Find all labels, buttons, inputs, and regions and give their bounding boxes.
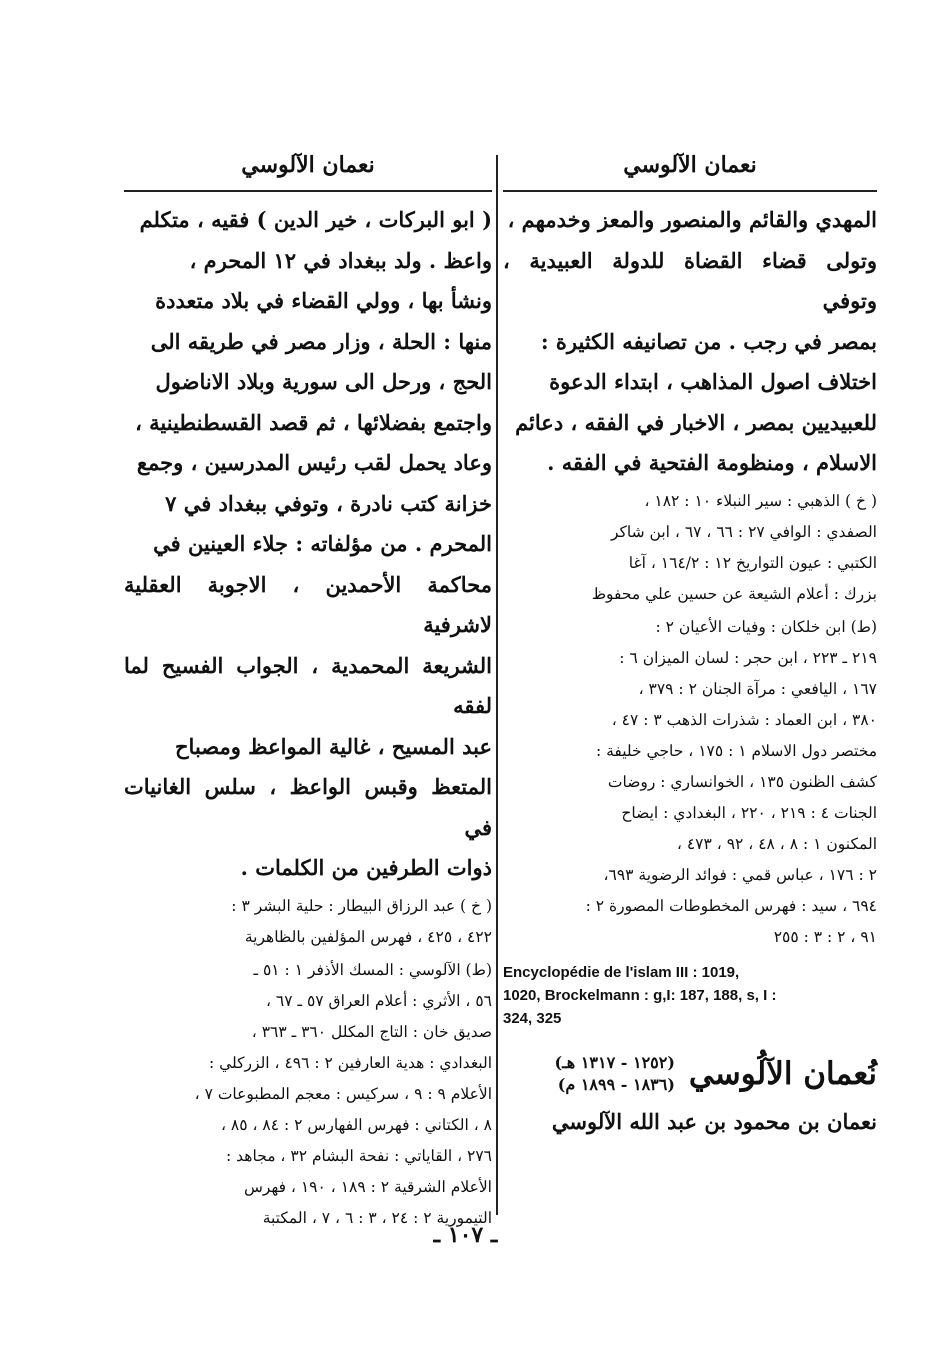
bio-line: خزانة كتب نادرة ، وتوفي ببغداد في ٧ bbox=[165, 490, 492, 516]
reference-line: ( خ ) الذهبي : سير النبلاء ١٠ : ١٨٢ ، bbox=[644, 491, 877, 510]
reference-line: ٨ ، الكتاني : فهرس الفهارس ٢ : ٨٤ ، ٨٥ ، bbox=[220, 1115, 492, 1134]
entry-dates-gregorian: (١٨٣٦ - ١٨٩٩ م) bbox=[557, 1074, 675, 1094]
right-column bbox=[503, 140, 877, 1142]
reference-line: الجنات ٤ : ٢١٩ ، ٢٢٠ ، البغدادي : ايضاح bbox=[621, 803, 877, 822]
reference-line: المكنون ١ : ٨ ، ٤٨ ، ٩٢ ، ٤٧٣ ، bbox=[676, 834, 877, 853]
running-header-right: نعمان الآلوسي bbox=[623, 152, 757, 178]
bio-line: المتعظ وقبس الواعظ ، سلس الغانيات في bbox=[124, 774, 492, 840]
bio-line: ذوات الطرفين من الكلمات . bbox=[240, 855, 492, 880]
reference-line: الأعلام ٩ : ٩ ، سركيس : معجم المطبوعات ٧ ، bbox=[194, 1084, 492, 1103]
bio-line: وعاد يحمل لقب رئيس المدرسين ، وجمع bbox=[136, 450, 492, 475]
entry-dates bbox=[555, 1052, 675, 1096]
reference-line: البغدادي : هدية العارفين ٢ : ٤٩٦ ، الزركلي : bbox=[208, 1053, 492, 1072]
reference-line: (ط) ابن خلكان : وفيات الأعيان ٢ : bbox=[655, 617, 877, 636]
bio-line: ونشأ بها ، وولي القضاء في بلاد متعددة bbox=[155, 288, 492, 313]
reference-line: ٣٨٠ ، ابن العماد : شذرات الذهب ٣ : ٤٧ ، bbox=[611, 710, 877, 729]
reference-line: الكتبي : عيون التواريخ ١٢ : ١٦٤/٢ ، آغا bbox=[628, 553, 877, 572]
reference-line: كشف الظنون ١٣٥ ، الخوانساري : روضات bbox=[607, 772, 877, 791]
reference-line: ٦٩٤ ، سيد : فهرس المخطوطات المصورة ٢ : bbox=[585, 896, 877, 915]
bio-line: المهدي والقائم والمنصور والمعز وخدمهم ، bbox=[507, 207, 877, 232]
reference-line: الصفدي : الوافي ٢٧ : ٦٦ ، ٦٧ ، ابن شاكر bbox=[610, 522, 877, 541]
bio-line: ( ابو البركات ، خير الدين ) فقيه ، متكلم bbox=[139, 207, 492, 232]
bio-line: الحج ، ورحل الى سورية وبلاد الاناضول bbox=[155, 369, 492, 394]
references-kh-right bbox=[503, 486, 877, 610]
reference-line: صديق خان : التاج المكلل ٣٦٠ ـ ٣٦٣ ، bbox=[251, 1022, 492, 1041]
bio-line: المحرم . من مؤلفاته : جلاء العينين في bbox=[153, 531, 492, 556]
bio-line: واجتمع بفضلائها ، ثم قصد القسطنطينية ، bbox=[135, 409, 492, 435]
left-column bbox=[124, 140, 492, 1234]
header-rule-right bbox=[503, 190, 877, 192]
entry-full-name: نعمان بن محمود بن عبد الله الآلوسي bbox=[551, 1108, 877, 1134]
bio-line: وتولى قضاء القضاة للدولة العبيدية ، وتوفي bbox=[503, 247, 877, 313]
running-header-left: نعمان الآلوسي bbox=[241, 152, 375, 178]
reference-line: ٤٢٢ ، ٤٢٥ ، فهرس المؤلفين بالظاهرية bbox=[244, 927, 492, 946]
biography-text-left bbox=[124, 200, 492, 889]
bio-line: عبد المسيح ، غالية المواعظ ومصباح bbox=[174, 733, 492, 759]
bio-line: الاسلام ، ومنظومة الفتحية في الفقه . bbox=[547, 450, 877, 475]
bio-line: منها : الحلة ، وزار مصر في طريقه الى bbox=[150, 328, 492, 354]
reference-line: بزرك : أعلام الشيعة عن حسين علي محفوظ bbox=[591, 584, 877, 603]
reference-line: التيمورية ٢ : ٢٤ ، ٣ : ٦ ، ٧ ، المكتبة bbox=[262, 1208, 492, 1227]
reference-line: ٢٧٦ ، القاياتي : نفحة البشام ٣٢ ، مجاهد : bbox=[226, 1146, 492, 1165]
latin-reference-line: 324, 325 bbox=[503, 1009, 562, 1027]
references-t-right bbox=[503, 612, 877, 953]
reference-line: ( خ ) عبد الرزاق البيطار : حلية البشر ٣ : bbox=[231, 896, 492, 915]
bio-line: واعظ . ولد ببغداد في ١٢ المحرم ، bbox=[189, 247, 492, 273]
bio-line: للعبيديين بمصر ، الاخبار في الفقه ، دعائم bbox=[515, 409, 877, 435]
references-kh-left bbox=[124, 891, 492, 953]
page-number: ـ ١٠٧ ـ bbox=[433, 1222, 498, 1248]
latin-references bbox=[503, 961, 877, 1030]
reference-line: ٩١ ، ٢ : ٣ : ٢٥٥ bbox=[773, 927, 877, 946]
entry-name: نُعمان الآلُوسي bbox=[688, 1055, 877, 1092]
latin-reference-line: 1020, Brockelmann : g,I: 187, 188, s, I : bbox=[503, 986, 777, 1004]
references-t-left bbox=[124, 955, 492, 1234]
reference-line: ٢ : ١٧٦ ، عباس قمي : فوائد الرضوية ٦٩٣، bbox=[603, 865, 877, 884]
reference-line: ٢١٩ ـ ٢٢٣ ، ابن حجر : لسان الميزان ٦ : bbox=[619, 648, 877, 667]
header-rule-left bbox=[124, 190, 492, 192]
bio-line: بمصر في رجب . من تصانيفه الكثيرة : bbox=[540, 328, 877, 354]
column-divider bbox=[496, 155, 498, 1215]
reference-line: مختصر دول الاسلام ١ : ١٧٥ ، حاجي خليفة : bbox=[595, 741, 877, 760]
entry-dates-hijri: (١٢٥٢ - ١٣١٧ هـ) bbox=[554, 1052, 675, 1072]
reference-line: ٥٦ ، الأثري : أعلام العراق ٥٧ ـ ٦٧ ، bbox=[265, 991, 492, 1010]
reference-line: ١٦٧ ، اليافعي : مرآة الجنان ٢ : ٣٧٩ ، bbox=[638, 679, 877, 698]
bio-line: محاكمة الأحمدين ، الاجوبة العقلية لاشرفية bbox=[124, 571, 492, 637]
latin-reference-line: Encyclopédie de l'islam III : 1019, bbox=[503, 963, 740, 981]
new-entry-heading bbox=[503, 1052, 877, 1096]
bio-line: اختلاف اصول المذاهب ، ابتداء الدعوة bbox=[549, 369, 877, 394]
biography-text-right bbox=[503, 200, 877, 484]
reference-line: (ط) الآلوسي : المسك الأذفر ١ : ٥١ ـ bbox=[253, 960, 492, 979]
bio-line: الشريعة المحمدية ، الجواب الفسيح لما لفقه bbox=[124, 652, 492, 718]
reference-line: الأعلام الشرقية ٢ : ١٨٩ ، ١٩٠ ، فهرس bbox=[243, 1177, 492, 1196]
